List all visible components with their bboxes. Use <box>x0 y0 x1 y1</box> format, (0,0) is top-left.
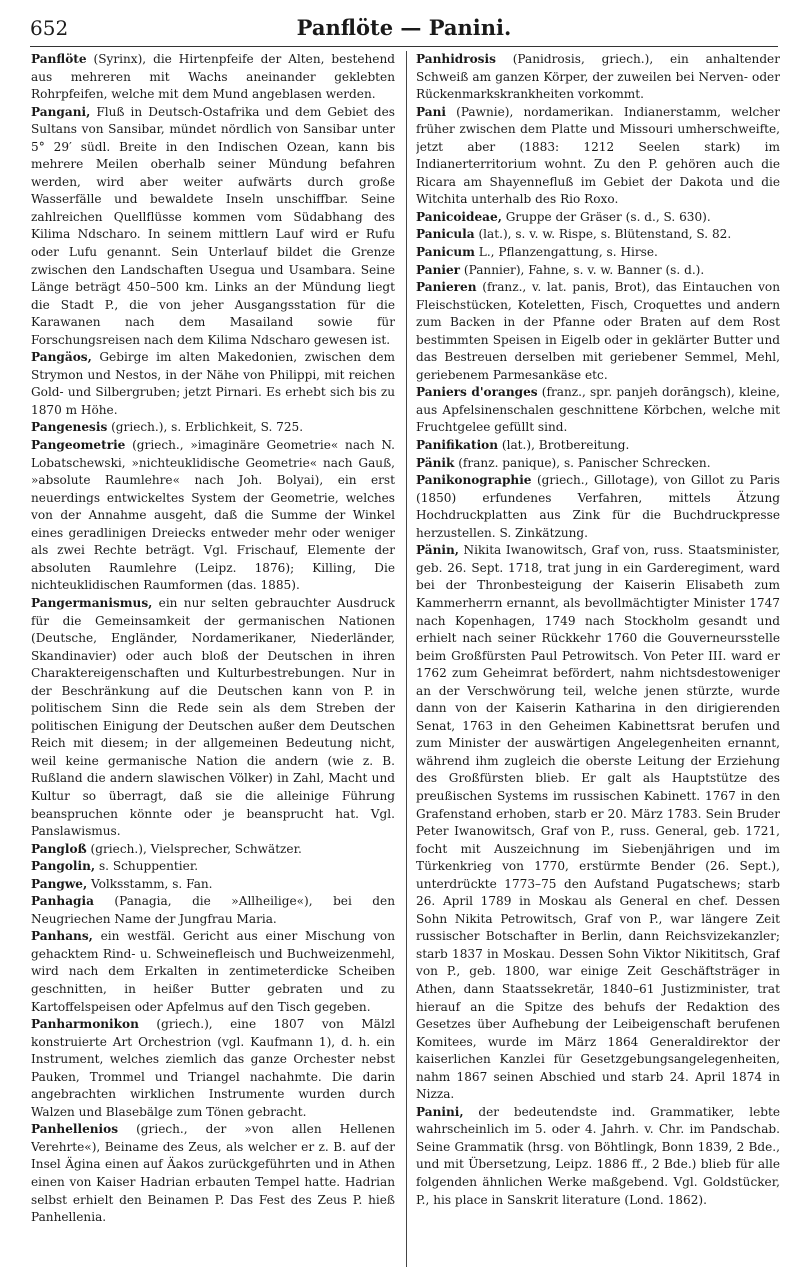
entry-text: (Panagia, die »Allheilige«), bei den Neugriechen Name der Jungfrau Maria. <box>31 894 395 926</box>
entry-headword: Pänin, <box>416 543 459 558</box>
entry-text: (griech., »imaginäre Geometrie« nach N. Lobatschewski, »nichteuklidische Geometrie« nach Gauß, »absolute Raumlehre« nach Joh. Bolyai), ein erst neuerdings entwickeltes System der Geometrie, welches von der Annahme ausgeht, daß die Summe der Winkel eines geradlinigen Dreiecks entweder mehr oder weniger als zwei Rechte beträgt. Vgl. Frischauf, Elemente der absoluten Raumlehre (Leipz. 1876); Killing, Die nichteuklidischen Raumformen (das. 1885). <box>31 438 395 593</box>
dictionary-entry <box>31 858 395 876</box>
entry-headword: Pangäos, <box>31 350 92 365</box>
entry-headword: Panicum <box>416 245 475 260</box>
entry-text: (franz., v. lat. panis, Brot), das Eintauchen von Fleischstücken, Koteletten, Fisch, Croquettes und andern zum Backen in der Pfanne oder Braten auf dem Rost bestimmten Speisen in Eigelb oder in geklärter Butter und das Bestreuen derselben mit geriebener Semmel, Mehl, geriebenem Parmesankäse etc. <box>416 280 780 382</box>
column-divider <box>406 51 407 1267</box>
entry-text: (griech.), eine 1807 von Mälzl konstruierte Art Orchestrion (vgl. Kaufmann 1), d. h. ein Instrument, welches ziemlich das ganze Orchester nebst Pauken, Trommel und Triangel nachahmte. Die darin angebrachten wirklichen Instrumente wurden durch Walzen und Blasebälge zum Tönen gebracht. <box>31 1017 395 1119</box>
entry-headword: Panhellenios <box>31 1122 119 1137</box>
entry-text: (griech., der »von allen Hellenen Verehrte«), Beiname des Zeus, als welcher er z. B. auf der Insel Ägina einen auf Äakos zurückgeführten und in Athen einen von Kaiser Hadrian erbauten Tempel hatte. Hadrian selbst erhielt den Beinamen P. Das Fest des Zeus P. hieß Panhellenia. <box>31 1122 395 1225</box>
entry-text: (franz. panique), s. Panischer Schrecken. <box>454 455 711 470</box>
page-number: 652 <box>30 16 69 40</box>
entry-headword: Panicoideae, <box>416 209 502 224</box>
entry-headword: Panharmonikon <box>31 1017 139 1032</box>
entry-text: (Syrinx), die Hirtenpfeife der Alten, bestehend aus mehreren mit Wachs aneinander geklebten Rohrpfeifen, welche mit dem Mund angeblasen werden. <box>31 52 395 102</box>
entry-headword: Paniers d'oranges <box>416 385 538 400</box>
right-column <box>416 51 780 1267</box>
dictionary-entry <box>31 349 395 419</box>
dictionary-entry <box>31 595 395 841</box>
dictionary-entry <box>31 437 395 595</box>
dictionary-entry <box>31 1016 395 1121</box>
dictionary-entry <box>416 244 780 262</box>
dictionary-entry <box>416 104 780 209</box>
entry-headword: Panhagia <box>31 894 94 909</box>
entry-text: s. Schuppentier. <box>95 859 199 874</box>
entry-text: (Pannier), Fahne, s. v. w. Banner (s. d.). <box>460 262 705 277</box>
entry-headword: Pangani, <box>31 104 91 119</box>
entry-headword: Pangloß <box>31 841 87 856</box>
dictionary-entry <box>416 437 780 455</box>
entry-headword: Panflöte <box>31 52 87 66</box>
dictionary-entry <box>416 455 780 473</box>
dictionary-entry <box>416 262 780 280</box>
dictionary-entry <box>31 104 395 350</box>
entry-headword: Pani <box>416 104 446 119</box>
entry-text: (lat.), s. v. w. Rispe, s. Blütenstand, S. 82. <box>474 227 732 242</box>
entry-headword: Pänik <box>416 455 455 470</box>
dictionary-entry <box>31 51 395 104</box>
entry-text: Fluß in Deutsch-Ostafrika und dem Gebiet des Sultans von Sansibar, mündet nördlich von Sansibar unter 5° 29′ südl. Breite in den Indischen Ozean, kann bis mehrere Meilen oberhalb seiner Mündung befahren werden, wird aber weiter aufwärts durch große Wasserfälle und bewaldete Inseln unschiffbar. Seine zahlreichen Quellflüsse kommen vom Südabhang des Kilima Ndscharo. In seinem mittlern Lauf wird er Rufu oder Lufu genannt. Sein Unterlauf bildet die Grenze zwischen den Landschaften Usegua und Usambara. Seine Länge beträgt 450–500 km. Links an der Mündung liegt die Stadt P., die von jeher Ausgangsstation für die Karawanen nach dem Masailand sowie für Forschungsreisen nach dem Kilima Ndscharo gewesen ist. <box>31 104 395 347</box>
entry-headword: Panikonographie <box>416 473 532 488</box>
entry-text: L., Pflanzengattung, s. Hirse. <box>474 245 658 260</box>
dictionary-entry <box>31 893 395 928</box>
entry-headword: Panieren <box>416 280 477 295</box>
dictionary-entry <box>416 209 780 227</box>
dictionary-entry <box>31 419 395 437</box>
dictionary-entry <box>416 472 780 542</box>
entry-headword: Panicula <box>416 227 475 242</box>
running-title: Panflöte — Panini. <box>296 15 512 40</box>
entry-text: Gruppe der Gräser (s. d., S. 630). <box>501 209 711 224</box>
dictionary-entry <box>31 1121 395 1226</box>
entry-text: (Panidrosis, griech.), ein anhaltender Schweiß am ganzen Körper, der zuweilen bei Nerven- oder Rückenmarkskrankheiten vorkommt. <box>416 52 780 102</box>
entry-headword: Panier <box>416 262 461 277</box>
dictionary-entry <box>416 226 780 244</box>
entry-text: (griech.), s. Erblichkeit, S. 725. <box>107 420 304 435</box>
page-header <box>30 14 778 44</box>
dictionary-entry <box>31 876 395 894</box>
entry-text: der bedeutendste ind. Grammatiker, lebte wahrscheinlich im 5. oder 4. Jahrh. v. Chr. im Pandschab. Seine Grammatik (hrsg. von Böhtlingk, Bonn 1839, 2 Bde., und mit Übersetzung, Leipz. 1886 ff., 2 Bde.) blieb für alle folgenden ähnlichen Werke maßgebend. Vgl. Goldstücker, P., his place in Sanskrit literature (Lond. 1862). <box>416 1104 780 1207</box>
entry-text: Nikita Iwanowitsch, Graf von, russ. Staatsminister, geb. 26. Sept. 1718, trat jung in ein Garderegiment, ward bei der Thronbesteigung der Kaiserin Elisabeth zum Kammerherrn ernannt, als bevollmächtigter Minister 1747 nach Kopenhagen, 1749 nach Stockholm gesandt und erhielt nach seiner Rückkehr 1760 die Gouverneursstelle beim Großfürsten Paul Petrowitsch. Von Peter III. ward er 1762 zum Geheimrat befördert, nahm nichtsdestoweniger an der Verschwörung teil, welche jenen stürzte, wurde dann von der Kaiserin Katharina in den dirigierenden Senat, 1763 in den Geheimen Kabinettsrat berufen und zum Minister der auswärtigen Angelegenheiten ernannt, während ihm zugleich die oberste Leitung der Erziehung des Großfürsten blieb. Er galt als Hauptstütze des preußischen Systems im russischen Kabinett. 1767 in den Grafenstand erhoben, starb er 20. März 1783. Sein Bruder Peter Iwanowitsch, Graf von P., russ. General, geb. 1721, focht mit Auszeichnung im Siebenjährigen und im Türkenkrieg von 1770, erstürmte Bender (26. Sept.), unterdrückte 1773–75 den Aufstand Pugatschews; starb 26. April 1789 in Moskau als General en chef. Dessen Sohn Nikita Petrowitsch, Graf von P., war längere Zeit russischer Botschafter in Berlin, dann Reichsvizekanzler; starb 1837 in Moskau. Dessen Sohn Viktor Nikititsch, Graf von P., geb. 1800, war einige Zeit Geschäftsträger in Athen, dann Staatssekretär, 1840–61 Justizminister, trat hierauf an die Spitze des behufs der Redaktion des Gesetzes über Aufhebung der Leibeigenschaft berufenen Komitees, wurde im März 1864 Generaldirektor der kaiserlichen Kanzlei für Gesetzgebungsangelegenheiten, nahm 1867 seinen Abschied und starb 24. April 1874 in Nizza. <box>416 543 780 1102</box>
dictionary-entry <box>31 841 395 859</box>
entry-text: (franz., spr. panjeh dorāngsch), kleine, aus Apfelsinenschalen geschnittene Körbchen, welche mit Fruchtgelee gefüllt sind. <box>416 385 780 435</box>
dictionary-entry <box>31 928 395 1016</box>
dictionary-entry <box>416 51 780 104</box>
dictionary-entry <box>416 384 780 437</box>
entry-text: (lat.), Brotbereitung. <box>498 438 630 453</box>
entry-text: (griech., Gillotage), von Gillot zu Paris (1850) erfundenes Verfahren, mittels Ätzung Hochdruckplatten aus Zink für die Buchdruckpresse herzustellen. S. Zinkätzung. <box>416 473 780 540</box>
header-rule <box>30 46 778 47</box>
entry-headword: Panhidrosis <box>416 52 496 66</box>
entry-headword: Pangenesis <box>31 420 108 435</box>
dictionary-entry <box>416 1104 780 1209</box>
dictionary-entry <box>416 279 780 384</box>
entry-text: ein westfäl. Gericht aus einer Mischung von gehacktem Rind- u. Schweinefleisch und Buchweizenmehl, wird nach dem Erkalten in zentimeterdicke Scheiben geschnitten, in heißer Butter gebraten und zu Kartoffelspeisen oder Apfelmus auf den Tisch gegeben. <box>31 929 395 1014</box>
dictionary-entry <box>416 542 780 1104</box>
entry-text: Gebirge im alten Makedonien, zwischen dem Strymon und Nestos, in der Nähe von Philippi, mit reichen Gold- und Silbergruben; jetzt Pirnari. Es erhebt sich bis zu 1870 m Höhe. <box>31 350 395 417</box>
entry-text: (griech.), Vielsprecher, Schwätzer. <box>86 841 302 856</box>
entry-headword: Panhans, <box>31 929 93 944</box>
entry-headword: Panini, <box>416 1104 464 1119</box>
entry-headword: Pangermanismus, <box>31 595 153 610</box>
entry-headword: Panifikation <box>416 438 499 453</box>
entry-headword: Pangwe, <box>31 876 88 891</box>
entry-headword: Pangolin, <box>31 859 96 874</box>
entry-text: ein nur selten gebrauchter Ausdruck für die Gemeinsamkeit der germanischen Nationen (Deutsche, Engländer, Nordamerikaner, Niederländer, Skandinavier) oder auch bloß der Deutschen in ihren Charaktereigenschaften und Kulturbestrebungen. Nur in der Beschränkung auf die Deutschen kann von P. in politischem Sinn die Rede sein als dem Streben der politischen Einigung der Deutschen außer dem Deutschen Reich mit diesem; in der allgemeinen Bedeutung nicht, weil keine germanische Nation die andern (wie z. B. Rußland die andern slawischen Völker) in Zahl, Macht und Kultur so überragt, daß sie die alleinige Führung beanspruchen könnte oder je beansprucht hat. Vgl. Panslawismus. <box>31 595 395 839</box>
entry-text: Volksstamm, s. Fan. <box>87 876 213 891</box>
left-column <box>31 51 395 1267</box>
entry-headword: Pangeometrie <box>31 438 126 453</box>
entry-text: (Pawnie), nordamerikan. Indianerstamm, welcher früher zwischen dem Platte und Missouri umherschweifte, jetzt aber (1883: 1212 Seelen stark) im Indianerterritorium wohnt. Zu den P. gehören auch die Ricara am Shayennefluß im Gebiet der Dakota und die Witchita unterhalb des Rio Roxo. <box>416 104 780 207</box>
